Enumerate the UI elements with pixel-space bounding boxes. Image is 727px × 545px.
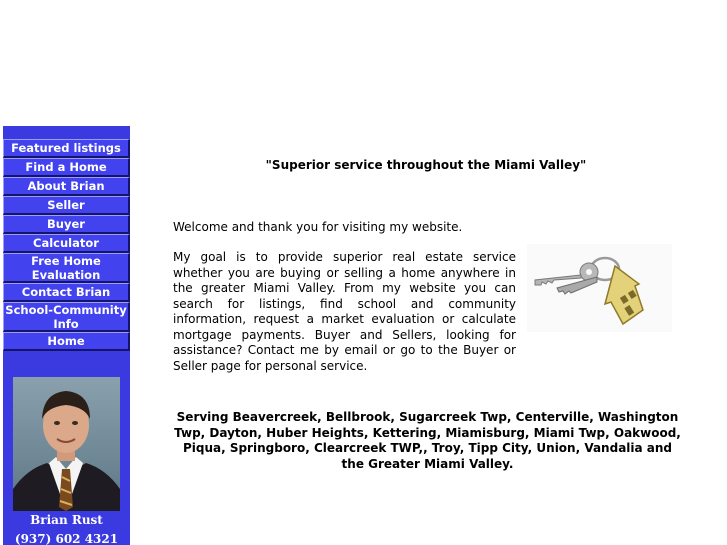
welcome-text: Welcome and thank you for visiting my website. bbox=[173, 220, 463, 234]
nav-menu bbox=[3, 139, 130, 351]
nav-school-community-info[interactable]: School-Community Info bbox=[3, 302, 130, 332]
goal-paragraph: My goal is to provide superior real estate service whether you are buying or selling a home anywhere in the greater Miami Valley. From my website you can search for listings, find school and community information, request a market evaluation or calculate mortgage payments. Buyer and Sellers, looking for assistance? Contact me by email or go to the Buyer or Seller page for personal service. bbox=[173, 250, 516, 373]
house-keys-image bbox=[527, 244, 672, 332]
nav-contact-brian[interactable]: Contact Brian bbox=[3, 283, 130, 302]
agent-phone: (937) 602 4321 bbox=[14, 532, 119, 545]
nav-featured-listings[interactable]: Featured listings bbox=[3, 139, 130, 158]
nav-seller[interactable]: Seller bbox=[3, 196, 130, 215]
agent-photo bbox=[13, 377, 120, 511]
agent-portrait-icon bbox=[13, 377, 120, 511]
house-key-icon bbox=[527, 244, 672, 332]
nav-about-brian[interactable]: About Brian bbox=[3, 177, 130, 196]
nav-free-home-evaluation[interactable]: Free Home Evaluation bbox=[3, 253, 130, 283]
nav-buyer[interactable]: Buyer bbox=[3, 215, 130, 234]
sidebar bbox=[3, 126, 130, 545]
service-areas: Serving Beavercreek, Bellbrook, Sugarcreek Twp, Centerville, Washington Twp, Dayton, Huber Heights, Kettering, Miamisburg, Miami Twp, Oakwood, Piqua, Springboro, Clearcreek TWP,, Troy, Tipp City, Union, Vandalia and the Greater Miami Valley. bbox=[174, 410, 681, 471]
nav-calculator[interactable]: Calculator bbox=[3, 234, 130, 253]
tagline: "Superior service throughout the Miami Valley" bbox=[265, 158, 587, 172]
nav-home[interactable]: Home bbox=[3, 332, 130, 351]
agent-name: Brian Rust bbox=[30, 513, 103, 527]
nav-find-a-home[interactable]: Find a Home bbox=[3, 158, 130, 177]
